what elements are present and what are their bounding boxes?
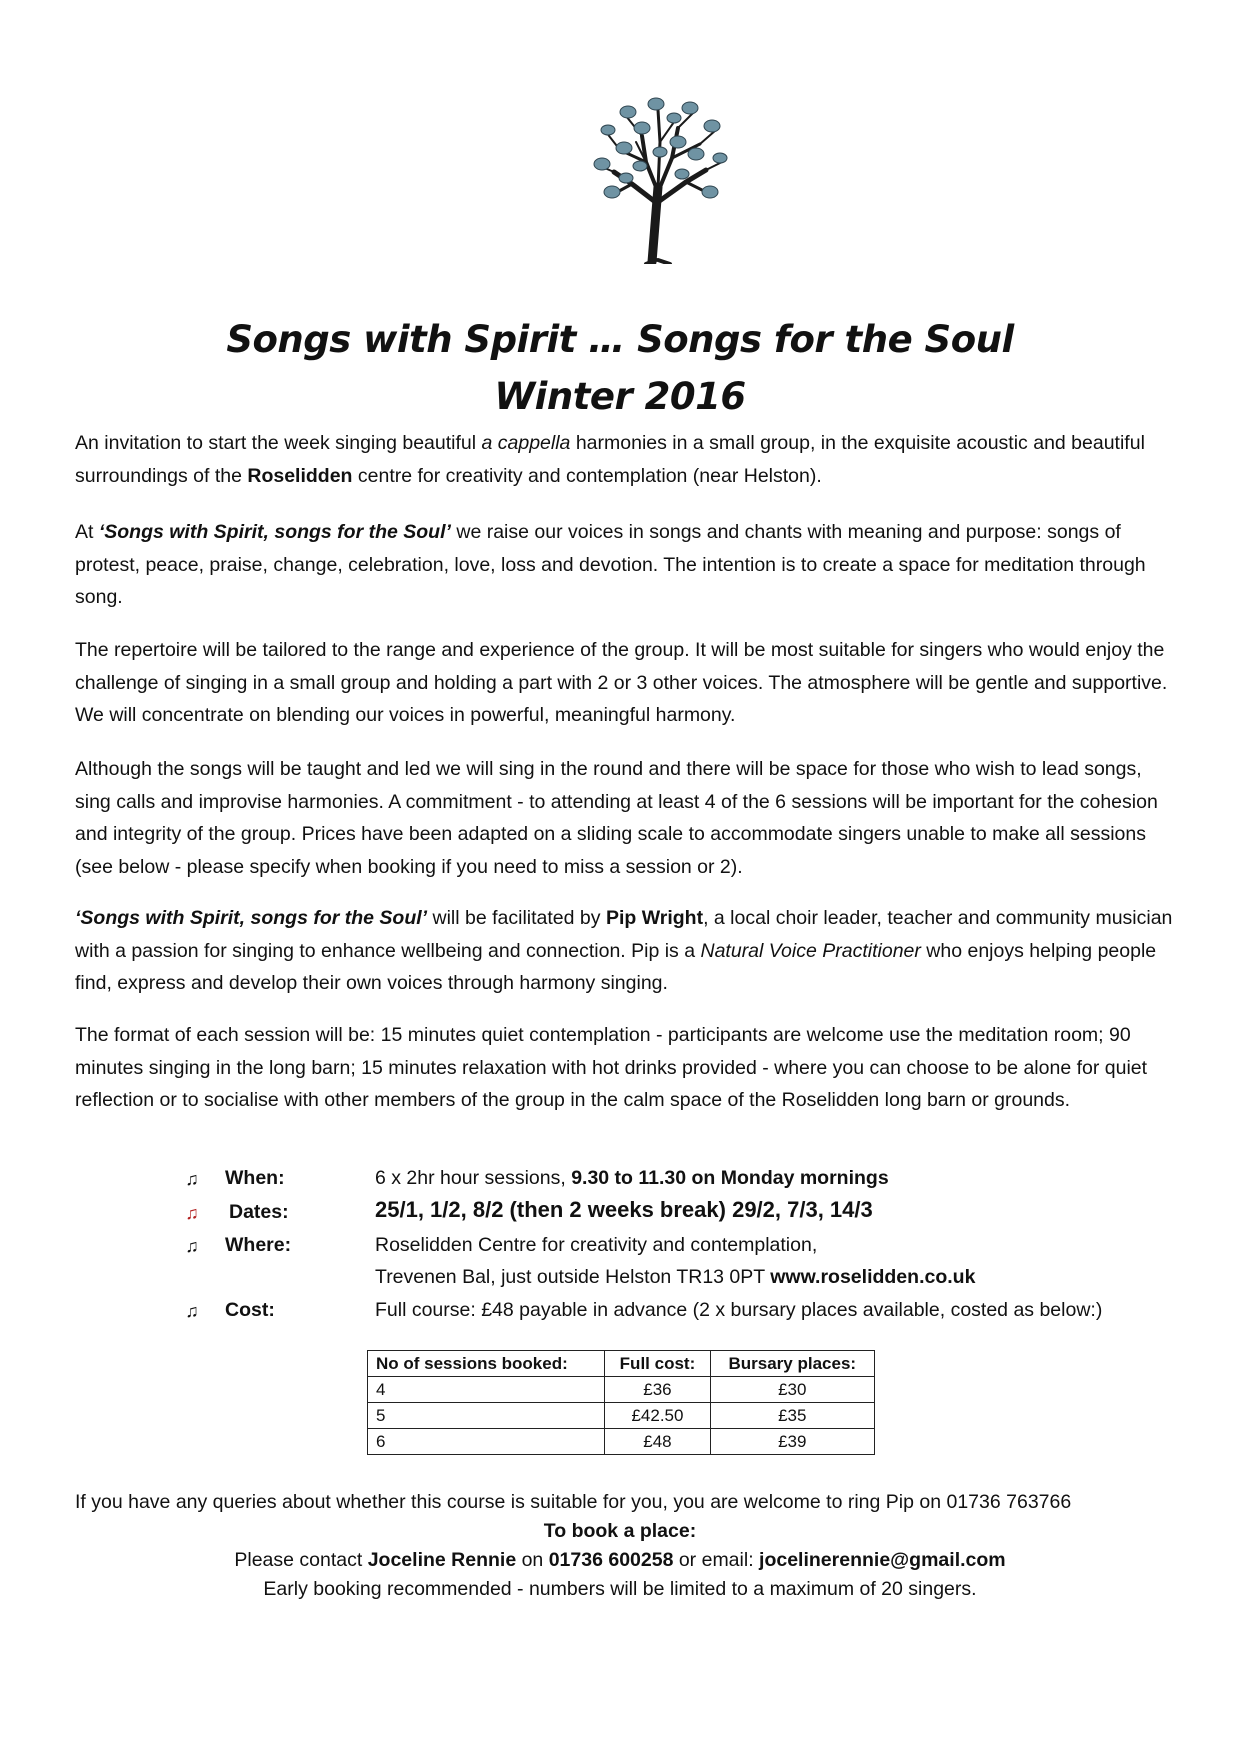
table-row — [368, 1403, 875, 1429]
table-row — [368, 1429, 875, 1455]
table-cell: 4 — [368, 1377, 605, 1403]
booking-heading: To book a place: — [543, 1520, 697, 1542]
music-note-icon: ♫ — [185, 1203, 199, 1223]
email-link[interactable]: jocelinerennie@gmail.com — [759, 1549, 1006, 1571]
commitment-paragraph: Although the songs will be taught and led we will sing in the round and there will be space for those who wish to lead songs, sing calls and improvise harmonies. A commitment - to attending at least 4 of the 6 sessions will be important for the cohesion and integrity of the group. Prices have been adapted on a sliding scale to accommodate singers unable to make all sessions (see below - please specify when booking if you need to miss a session or 2). — [75, 758, 1158, 878]
cost-table — [367, 1350, 875, 1455]
table-cell: £30 — [710, 1377, 874, 1403]
where-line2: Trevenen Bal, just outside Helston TR13 0PT www.roselidden.co.uk — [375, 1266, 976, 1288]
where-label: Where: — [225, 1234, 292, 1256]
facilitator-paragraph: ‘Songs with Spirit, songs for the Soul’ will be facilitated by Pip Wright, a local choir leader, teacher and community musician with a passion for singing to enhance wellbeing and connection. Pip is a Natural Voice Practitioner who enjoys helping people find, express and develop their own voices through harmony singing. — [75, 907, 1173, 994]
table-cell: 5 — [368, 1403, 605, 1429]
where-line1: Roselidden Centre for creativity and contemplation, — [375, 1234, 818, 1256]
cost-value: Full course: £48 payable in advance (2 x bursary places available, costed as below:) — [375, 1299, 1103, 1321]
column-header: Full cost: — [605, 1351, 710, 1377]
repertoire-paragraph: The repertoire will be tailored to the range and experience of the group. It will be most suitable for singers who would enjoy the challenge of singing in a small group and holding a part with 2 or 3 other voices. The atmosphere will be gentle and supportive. We will concentrate on blending our voices in powerful, meaningful harmony. — [75, 639, 1168, 726]
queries-text: If you have any queries about whether this course is suitable for you, you are welcome to ring Pip on 01736 763766 — [75, 1491, 1072, 1513]
column-header: No of sessions booked: — [368, 1351, 605, 1377]
intro-paragraph: An invitation to start the week singing beautiful a cappella harmonies in a small group, in the exquisite acoustic and beautiful surroundings of the Roselidden centre for creativity and contemplation (near Helston). — [75, 432, 1145, 487]
table-cell: £36 — [605, 1377, 710, 1403]
table-header-row — [368, 1351, 875, 1377]
table-cell: 6 — [368, 1429, 605, 1455]
purpose-paragraph: At ‘Songs with Spirit, songs for the Soul’ we raise our voices in songs and chants with meaning and purpose: songs of protest, peace, praise, change, celebration, love, loss and devotion. The intention is to create a space for meditation through song. — [75, 521, 1146, 608]
page-title: Songs with Spirit … Songs for the Soul — [226, 318, 1014, 361]
page-subtitle: Winter 2016 — [494, 375, 746, 418]
table-cell: £42.50 — [605, 1403, 710, 1429]
music-note-icon: ♫ — [185, 1169, 199, 1189]
dates-label: Dates: — [229, 1201, 289, 1223]
format-paragraph: The format of each session will be: 15 minutes quiet contemplation - participants are welcome use the meditation room; 90 minutes singing in the long barn; 15 minutes relaxation with hot drinks provided - where you can choose to be alone for quiet reflection or to socialise with other members of the group in the calm space of the Roselidden long barn or grounds. — [75, 1024, 1148, 1111]
cost-label: Cost: — [225, 1299, 275, 1321]
tree-with-birds-icon — [586, 92, 732, 264]
music-note-icon: ♫ — [185, 1301, 199, 1321]
column-header: Bursary places: — [710, 1351, 874, 1377]
table-cell: £39 — [710, 1429, 874, 1455]
when-value: 6 x 2hr hour sessions, 9.30 to 11.30 on Monday mornings — [375, 1167, 889, 1189]
when-label: When: — [225, 1167, 285, 1189]
early-booking-note: Early booking recommended - numbers will be limited to a maximum of 20 singers. — [263, 1578, 977, 1600]
contact-line: Please contact Joceline Rennie on 01736 600258 or email: jocelinerennie@gmail.com — [234, 1549, 1006, 1571]
dates-value: 25/1, 1/2, 8/2 (then 2 weeks break) 29/2, 7/3, 14/3 — [375, 1197, 873, 1222]
music-note-icon: ♫ — [185, 1236, 199, 1256]
table-cell: £48 — [605, 1429, 710, 1455]
table-cell: £35 — [710, 1403, 874, 1429]
table-row — [368, 1377, 875, 1403]
